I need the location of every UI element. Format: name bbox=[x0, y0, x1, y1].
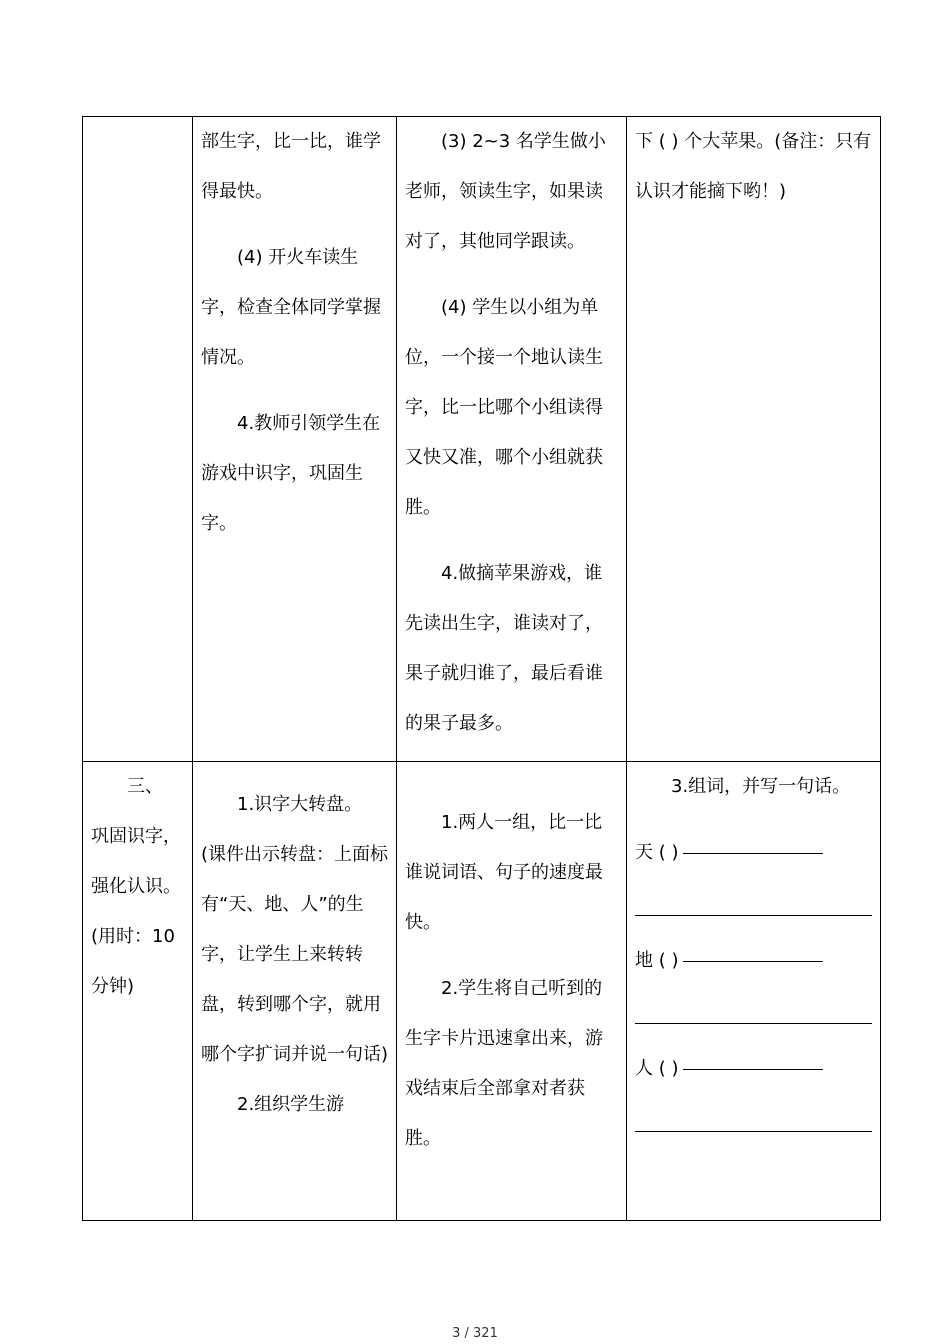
paragraph: 部生字，比一比，谁学得最快。 bbox=[201, 131, 381, 202]
page-number: 3 / 321 bbox=[452, 1326, 498, 1341]
stage-cell bbox=[83, 762, 193, 1221]
exercise-heading: 3.组词，并写一句话。 bbox=[671, 776, 851, 797]
answer-blank[interactable] bbox=[683, 853, 823, 854]
student-activity-cell bbox=[397, 762, 627, 1221]
answer-blank[interactable] bbox=[683, 961, 823, 962]
answer-line[interactable] bbox=[635, 915, 872, 916]
paragraph: (课件出示转盘：上面标有“天、地、人”的生字，让学生上来转转盘，转到哪个字，就用哪个字扩词并说一句话) bbox=[201, 844, 389, 1065]
paragraph: 4.教师引领学生在游戏中识字，巩固生字。 bbox=[201, 413, 381, 534]
answer-line-row bbox=[627, 878, 880, 928]
exercise-label: 人 ( ) bbox=[635, 1058, 679, 1079]
paragraph: 2.学生将自己听到的生字卡片迅速拿出来，游戏结束后全部拿对者获胜。 bbox=[405, 978, 603, 1149]
exercise-label: 天 ( ) bbox=[635, 842, 679, 863]
paragraph: 2.组织学生游 bbox=[237, 1094, 345, 1115]
answer-line-row bbox=[627, 1094, 880, 1144]
table-row bbox=[83, 117, 881, 762]
answer-blank[interactable] bbox=[683, 1069, 823, 1070]
student-activity-cell bbox=[397, 117, 627, 762]
paragraph: 1.识字大转盘。 bbox=[237, 794, 363, 815]
paragraph: 下 ( ) 个大苹果。(备注：只有认识才能摘下哟！) bbox=[635, 131, 872, 202]
teacher-activity-cell bbox=[193, 117, 397, 762]
answer-line[interactable] bbox=[635, 1131, 872, 1132]
paragraph: 1.两人一组，比一比谁说词语、句子的速度最快。 bbox=[405, 812, 603, 933]
paragraph: (4) 学生以小组为单位，一个接一个地认读生字，比一比哪个小组读得又快又准，哪个小组就获胜。 bbox=[405, 297, 603, 518]
teacher-activity-cell bbox=[193, 762, 397, 1221]
answer-line[interactable] bbox=[635, 1023, 872, 1024]
paragraph: (3) 2~3 名学生做小老师，领读生字，如果读对了，其他同学跟读。 bbox=[405, 131, 606, 252]
answer-line-row bbox=[627, 986, 880, 1036]
lesson-plan-table bbox=[82, 116, 881, 1221]
exercise-item bbox=[627, 828, 880, 878]
paragraph: (4) 开火车读生字，检查全体同学掌握情况。 bbox=[201, 247, 381, 368]
exercise-item bbox=[627, 936, 880, 986]
stage-title: 巩固识字，强化认识。(用时：10 分钟) bbox=[91, 826, 181, 997]
exercise-label: 地 ( ) bbox=[635, 950, 679, 971]
paragraph: 4.做摘苹果游戏，谁先读出生字，谁读对了，果子就归谁了，最后看谁的果子最多。 bbox=[405, 563, 603, 734]
exercise-cell bbox=[627, 117, 881, 762]
exercise-item bbox=[627, 1044, 880, 1094]
stage-cell bbox=[83, 117, 193, 762]
table-row bbox=[83, 762, 881, 1221]
stage-number: 三、 bbox=[127, 776, 163, 797]
exercise-cell bbox=[627, 762, 881, 1221]
